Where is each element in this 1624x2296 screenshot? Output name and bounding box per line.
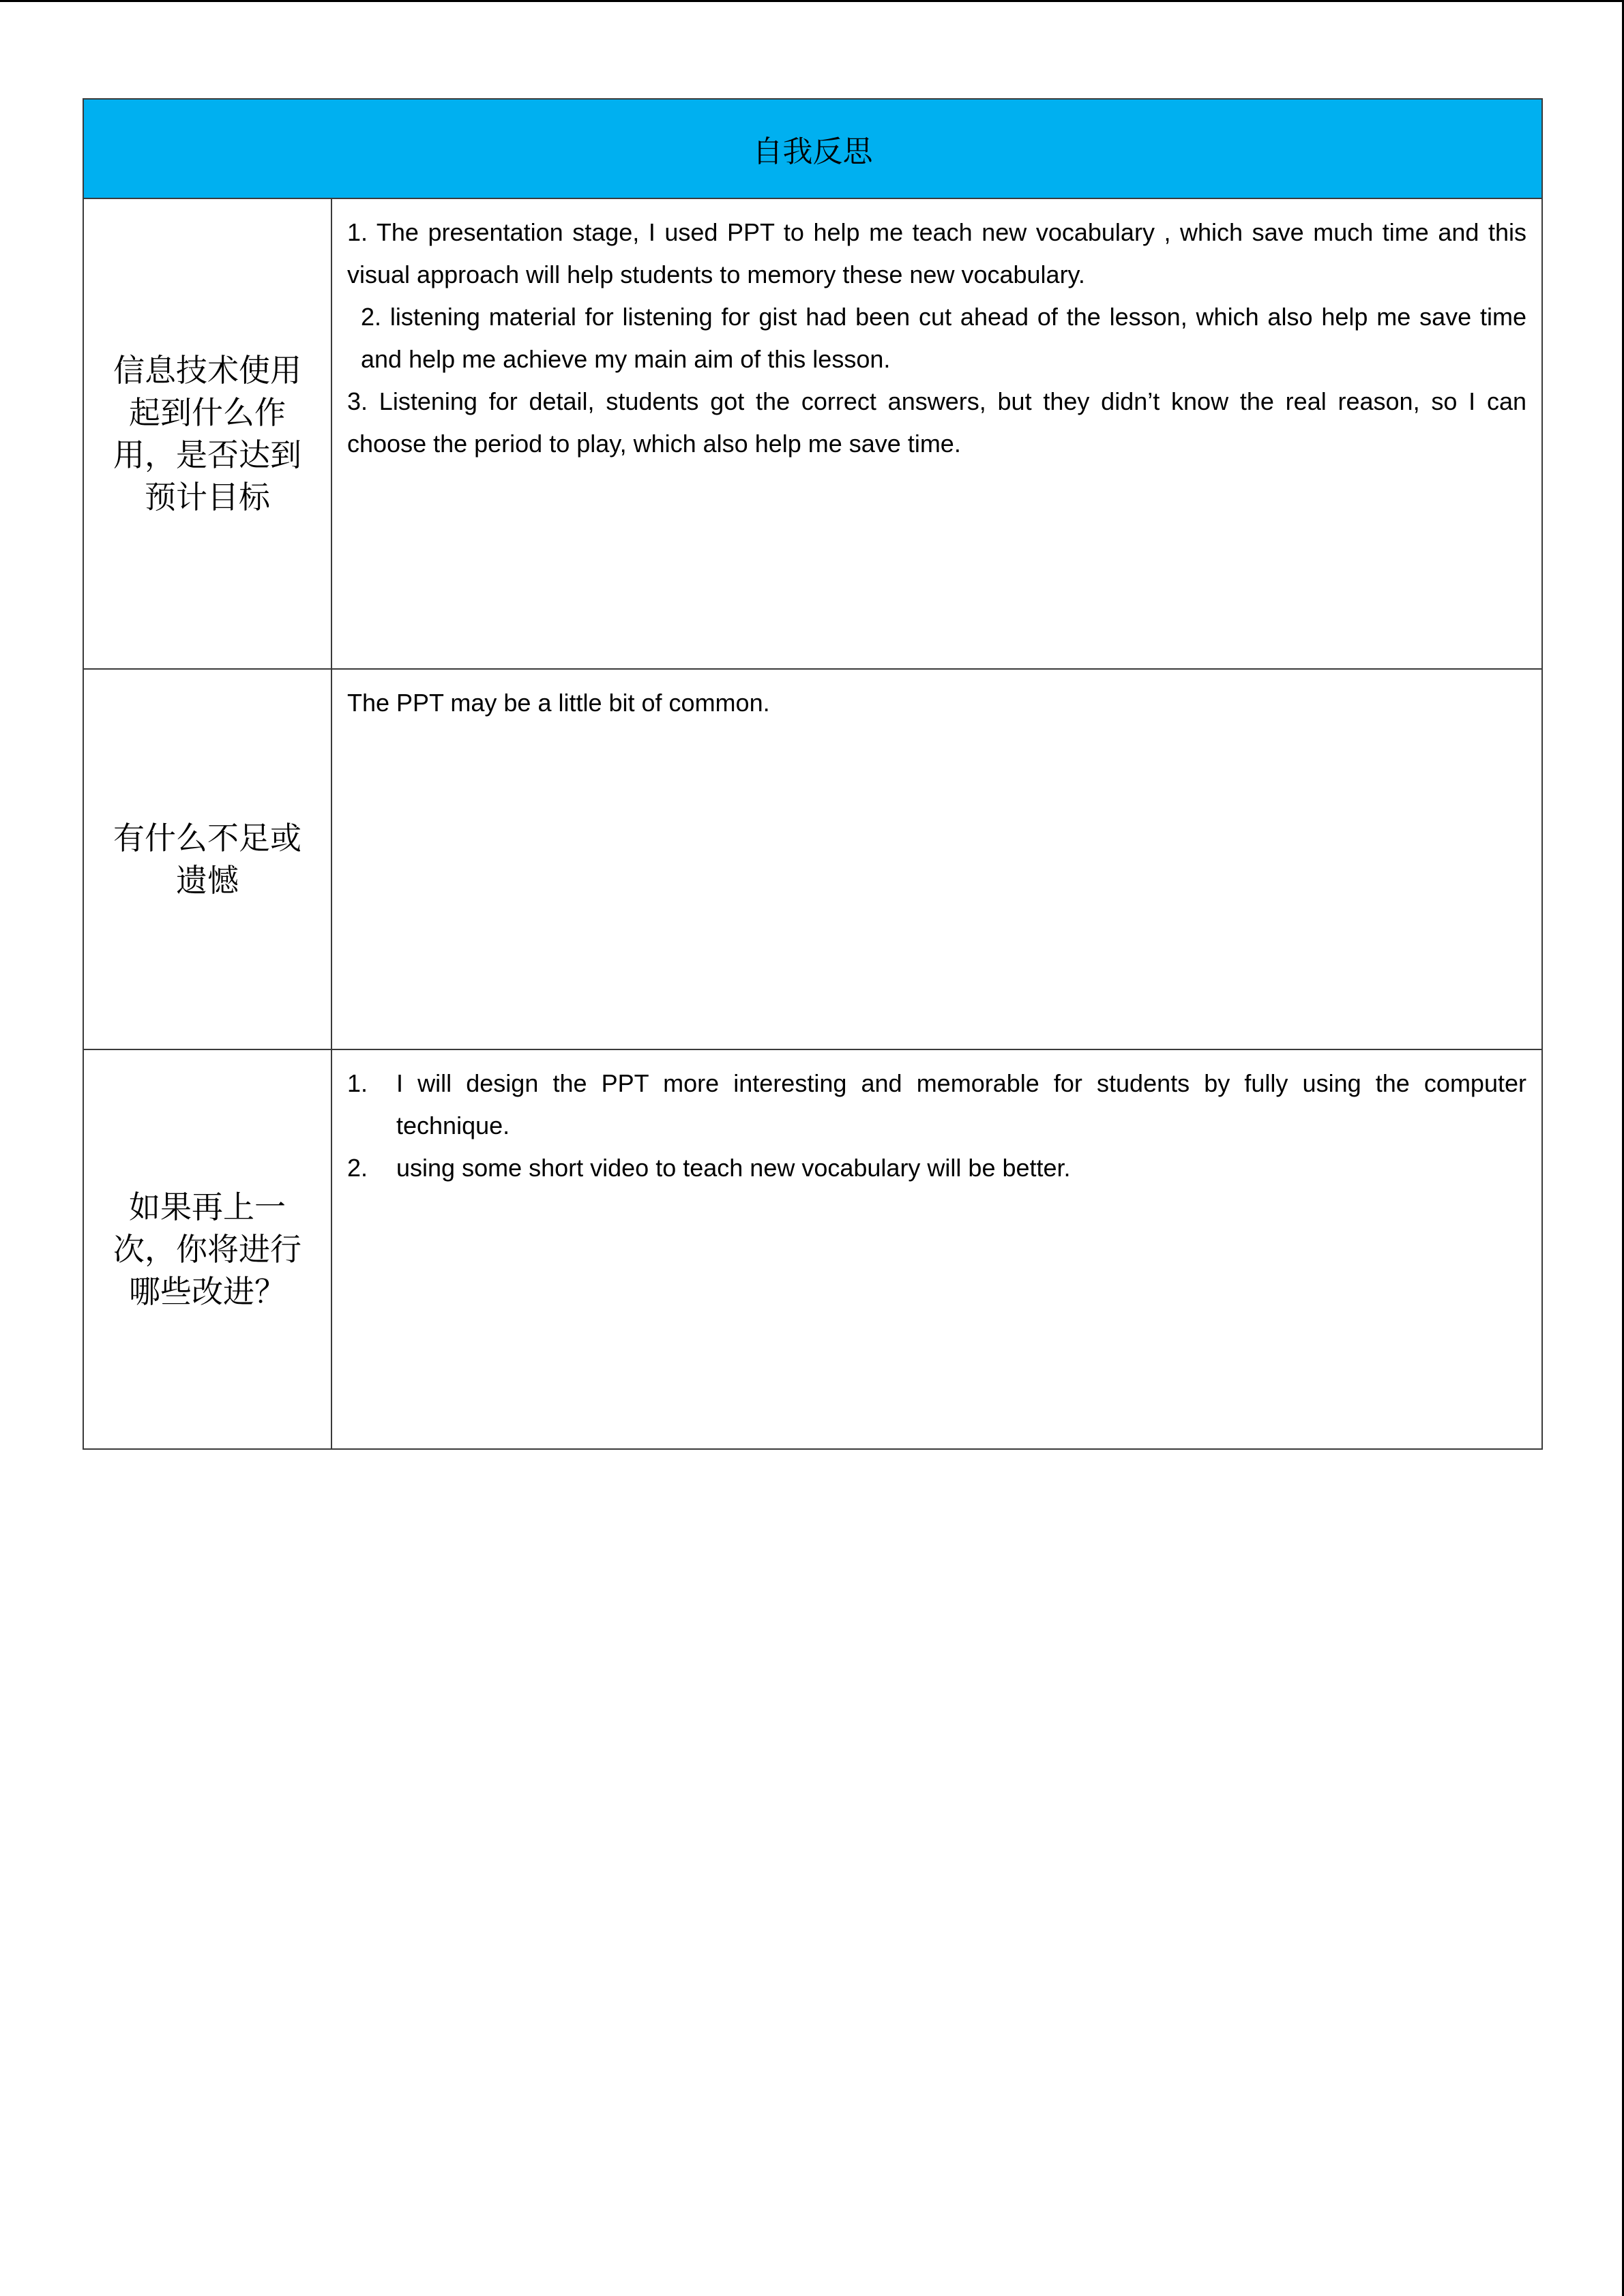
list-item-text: I will design the PPT more interesting and memorable for students by fully using the computer technique. xyxy=(396,1069,1526,1139)
table-header-row xyxy=(83,99,1542,198)
table-title: 自我反思 xyxy=(752,134,873,169)
list-item-number: 2. xyxy=(347,1154,368,1182)
list-item xyxy=(347,1062,1526,1147)
list-item-text: using some short video to teach new vocabulary will be better. xyxy=(396,1154,1071,1182)
row-label-technology-effect: 信息技术使用起到什么作用，是否达到预计目标 xyxy=(113,352,301,516)
table-row xyxy=(83,1049,1542,1449)
row-label-cell xyxy=(83,669,331,1049)
row-label-shortcomings: 有什么不足或遗憾 xyxy=(113,820,301,899)
row-content-cell xyxy=(331,198,1542,669)
self-reflection-table xyxy=(83,98,1543,1450)
row-content-cell xyxy=(331,669,1542,1049)
paragraph-3: 3. Listening for detail, students got the correct answers, but they didn’t know the real reason, so I can choose the period to play, which also help me save time. xyxy=(347,387,1526,458)
paragraph-1: The PPT may be a little bit of common. xyxy=(347,689,770,717)
row-content-cell xyxy=(331,1049,1542,1449)
improvement-list xyxy=(347,1062,1526,1189)
page-top-border xyxy=(0,0,1624,2)
table-row xyxy=(83,669,1542,1049)
paragraph-1: 1. The presentation stage, I used PPT to help me teach new vocabulary , which save much time and this visual approach will help students to memory these new vocabulary. xyxy=(347,218,1526,288)
row-label-improvements: 如果再上一次，你将进行哪些改进？ xyxy=(113,1189,301,1310)
list-item xyxy=(347,1147,1526,1189)
row-label-cell xyxy=(83,1049,331,1449)
table-header xyxy=(83,99,1542,198)
paragraph-2: 2. listening material for listening for gist had been cut ahead of the lesson, which also help me save time and help me achieve my main aim of this lesson. xyxy=(361,303,1526,373)
table-row xyxy=(83,198,1542,669)
row-label-cell xyxy=(83,198,331,669)
list-item-number: 1. xyxy=(347,1069,368,1097)
